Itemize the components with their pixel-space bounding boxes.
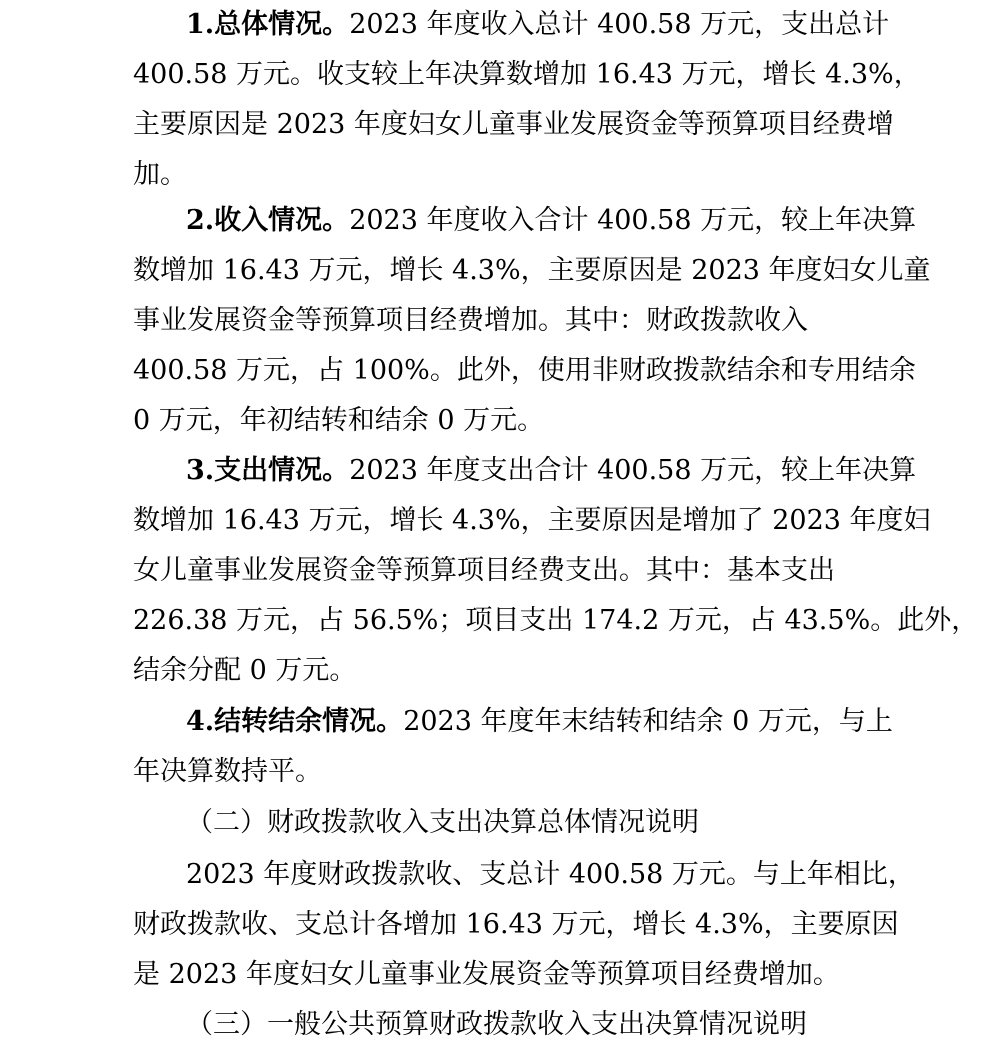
text-span: 2023 年度收入合计 400.58 万元，较上年决算 xyxy=(349,205,917,236)
text-span: 年决算数持平。 xyxy=(133,756,322,787)
section-heading-line xyxy=(0,798,1000,848)
paragraph-line xyxy=(0,747,1000,797)
paragraph-line xyxy=(0,196,1000,246)
text-span: 400.58 万元，占 100%。此外，使用非财政拨款结余和专用结余 xyxy=(133,355,916,386)
paragraph-lead-heading: 3.支出情况。 xyxy=(186,455,350,486)
paragraph-line xyxy=(0,0,1000,50)
text-span: （二）财政拨款收入支出决算总体情况说明 xyxy=(186,807,699,838)
paragraph-line xyxy=(0,446,1000,496)
text-span: 女儿童事业发展资金等预算项目经费支出。其中：基本支出 xyxy=(133,555,835,586)
paragraph-lead-heading: 2.收入情况。 xyxy=(186,205,350,236)
paragraph-line xyxy=(0,900,1000,950)
paragraph-lead-heading: 1.总体情况。 xyxy=(186,9,350,40)
paragraph-line xyxy=(0,950,1000,1000)
text-span: 2023 年度收入总计 400.58 万元，支出总计 xyxy=(349,9,890,40)
text-span: 是 2023 年度妇女儿童事业发展资金等预算项目经费增加。 xyxy=(133,959,840,990)
paragraph-line xyxy=(0,596,1000,646)
text-span: 400.58 万元。收支较上年决算数增加 16.43 万元，增长 4.3%， xyxy=(133,59,921,90)
text-span: 2023 年度年末结转和结余 0 万元，与上 xyxy=(403,706,893,737)
text-span: 结余分配 0 万元。 xyxy=(133,655,357,686)
text-span: 2023 年度支出合计 400.58 万元，较上年决算 xyxy=(349,455,917,486)
text-span: 主要原因是 2023 年度妇女儿童事业发展资金等预算项目经费增 xyxy=(133,109,894,140)
paragraph-line xyxy=(0,496,1000,546)
paragraph-lead-heading: 4.结转结余情况。 xyxy=(186,706,404,737)
text-span: 事业发展资金等预算项目经费增加。其中：财政拨款收入 xyxy=(133,305,808,336)
paragraph-line xyxy=(0,246,1000,296)
text-span: 数增加 16.43 万元，增长 4.3%，主要原因是增加了 2023 年度妇 xyxy=(133,505,931,536)
section-heading-line xyxy=(0,1000,1000,1050)
text-span: 2023 年度财政拨款收、支总计 400.58 万元。与上年相比， xyxy=(186,859,915,890)
text-span: （三）一般公共预算财政拨款收入支出决算情况说明 xyxy=(186,1009,807,1040)
paragraph-line xyxy=(0,697,1000,747)
text-span: 226.38 万元，占 56.5%；项目支出 174.2 万元，占 43.5%。此外， xyxy=(133,605,979,636)
text-span: 数增加 16.43 万元，增长 4.3%，主要原因是 2023 年度妇女儿童 xyxy=(133,255,931,286)
paragraph-line xyxy=(0,546,1000,596)
text-span: 加。 xyxy=(133,159,187,190)
paragraph-line xyxy=(0,396,1000,446)
text-span: 财政拨款收、支总计各增加 16.43 万元，增长 4.3%，主要原因 xyxy=(133,909,899,940)
paragraph-line xyxy=(0,296,1000,346)
text-span: 0 万元，年初结转和结余 0 万元。 xyxy=(133,405,545,436)
paragraph-line xyxy=(0,346,1000,396)
paragraph-line xyxy=(0,646,1000,696)
paragraph-line xyxy=(0,150,1000,200)
paragraph-line xyxy=(0,50,1000,100)
paragraph-line xyxy=(0,100,1000,150)
paragraph-line xyxy=(0,850,1000,900)
